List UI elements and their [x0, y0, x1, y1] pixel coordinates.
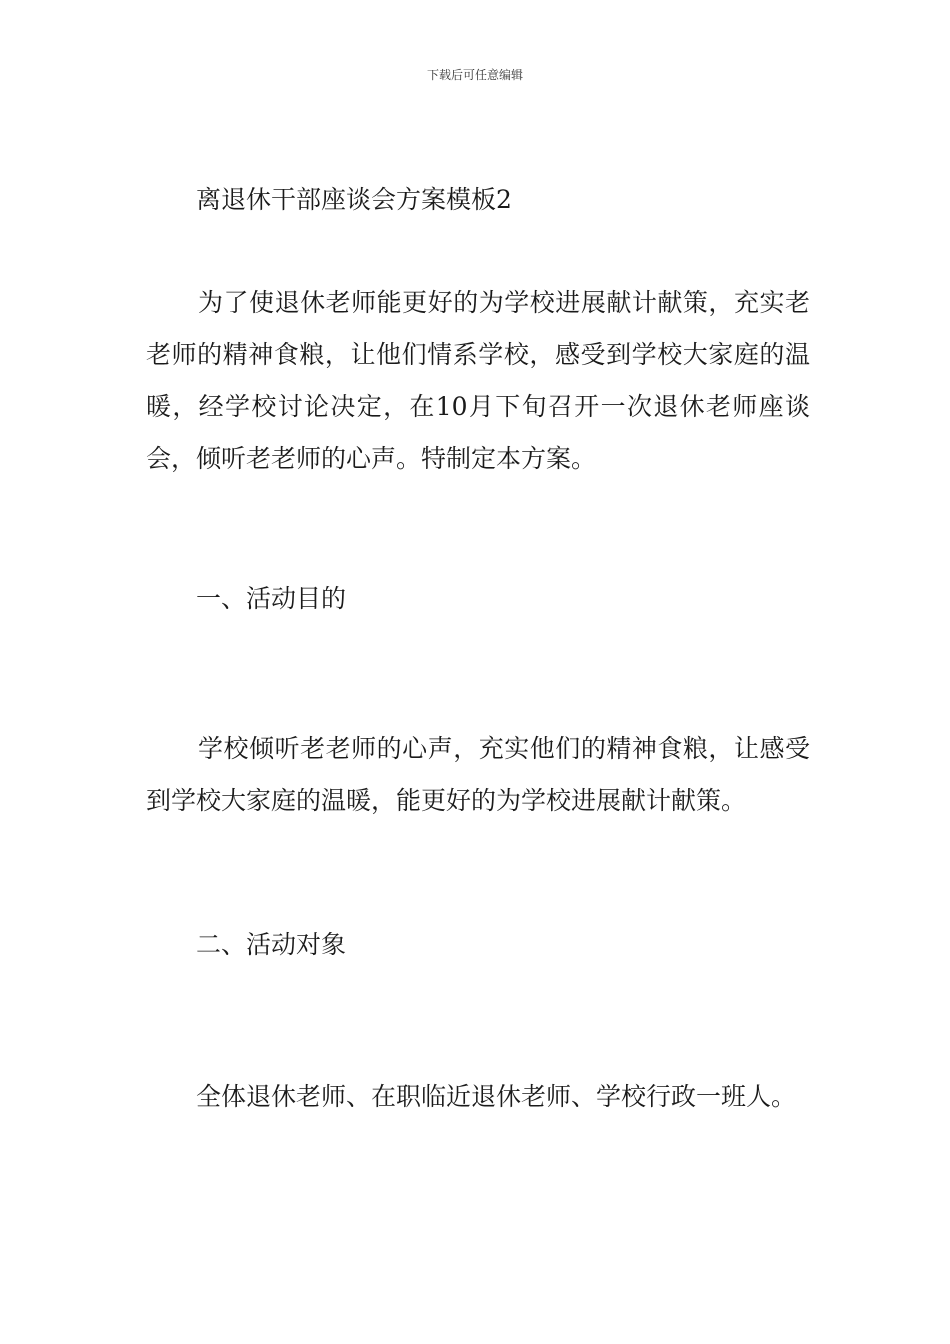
document-title: 离退休干部座谈会方案模板2 [196, 185, 512, 214]
page-header-note: 下载后可任意编辑 [426, 68, 523, 82]
intro-paragraph: 为了使退休老师能更好的为学校进展献计献策，充实老老师的精神食粮，让他们情系学校，感受到学校大家庭的温暖，经学校讨论决定，在10月下旬召开一次退休老师座谈会，倾听老老师的心声。特制定本方案。 [146, 288, 810, 473]
purpose-paragraph: 学校倾听老老师的心声，充实他们的精神食粮，让感受到学校大家庭的温暖，能更好的为学校进展献计献策。 [146, 734, 810, 815]
section-heading-audience: 二、活动对象 [196, 930, 347, 959]
section-heading-purpose: 一、活动目的 [196, 584, 347, 613]
audience-paragraph: 全体退休老师、在职临近退休老师、学校行政一班人。 [196, 1082, 797, 1111]
